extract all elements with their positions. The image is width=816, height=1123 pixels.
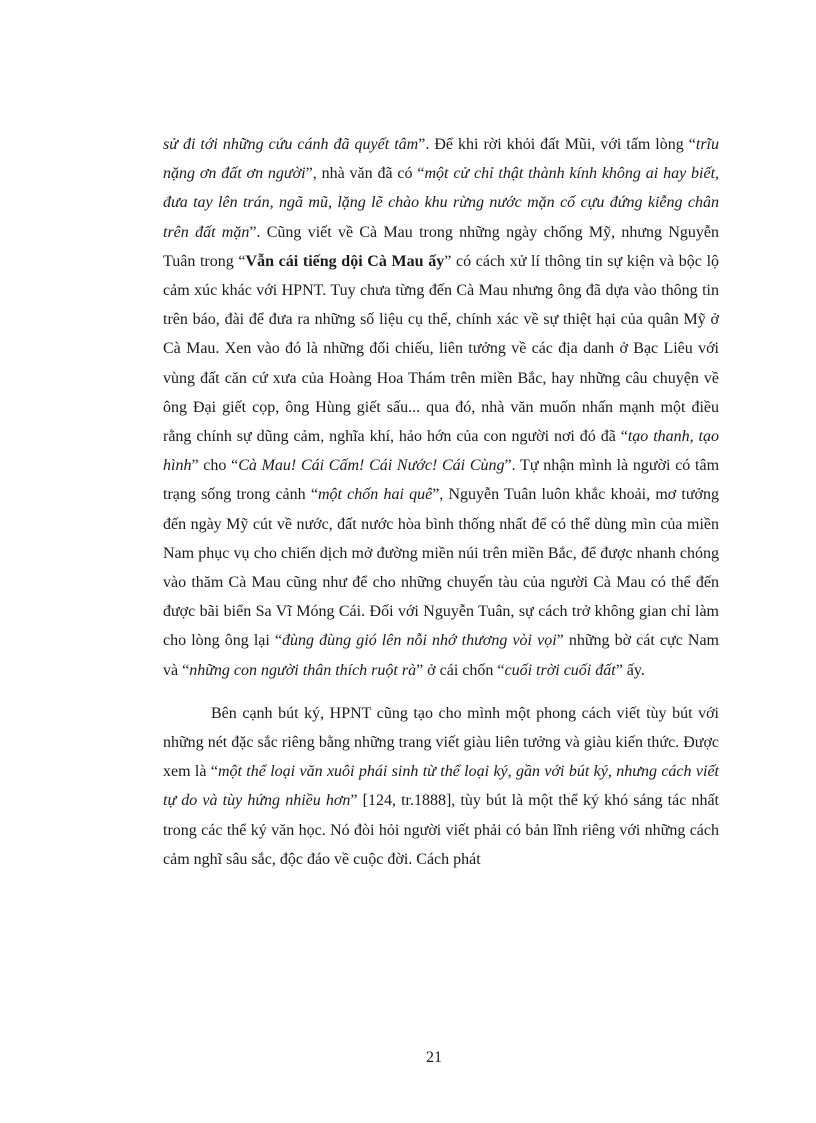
body-paragraph-2 <box>163 699 719 874</box>
quoted-text: những con người thân thích ruột rà <box>189 661 417 679</box>
document-body <box>163 130 719 874</box>
page-number: 21 <box>426 1049 442 1066</box>
body-text: ”. Để khi rời khỏi đất Mũi, với tấm lòng “ <box>418 136 696 153</box>
body-text: ” có cách xử lí thông tin sự kiện và bộc lộ cảm xúc khác với HPNT. Tuy chưa từng đến Cà Mau nhưng ông đã dựa vào thông tin trên báo, đài để đưa ra những số liệu cụ thể, chính xác về sự thiệt hại của quân Mỹ ở Cà Mau. Xen vào đó là những đối chiếu, liên tưởng về các địa danh ở Bạc Liêu với vùng đất căn cứ xưa của Hoàng Hoa Thám trên miền Bắc, hay những câu chuyện về ông Đại giết cọp, ông Hùng giết sấu... qua đó, nhà văn muốn nhấn mạnh một điều rằng chính sự dũng cảm, nghĩa khí, hảo hớn của con người nơi đó đã “ <box>163 252 720 446</box>
bold-title: Vẫn cái tiếng dội Cà Mau ấy <box>245 252 445 270</box>
body-paragraph-1 <box>163 130 719 685</box>
quoted-text: trĩu nặng ơn đất ơn người <box>163 136 719 183</box>
quoted-text: cuối trời cuối đất <box>504 661 616 679</box>
quoted-text: sử đi tới những cứu cánh đã quyết tâm <box>163 136 419 153</box>
body-text: ” ở cái chốn “ <box>416 661 505 679</box>
quoted-text: tạo thanh, tạo hình <box>163 428 719 475</box>
body-text: ”. Cũng viết về Cà Mau trong những ngày chống Mỹ, nhưng Nguyễn Tuân trong “ <box>163 223 719 270</box>
body-text: ” những bờ cát cực Nam và “ <box>163 632 720 679</box>
quoted-text: đùng đùng gió lên nỗi nhớ thương vòi vọi <box>282 632 557 650</box>
body-text: ”, Nguyễn Tuân luôn khắc khoải, mơ tưởng đến ngày Mỹ cút về nước, đất nước hòa bình thống nhất để có thể dùng mìn của miền Nam phục vụ cho chiến dịch mở đường miền núi trên miền Bắc, để được nhanh chóng vào thăm Cà Mau cũng như để cho những chuyến tàu của người Cà Mau có thể đến được bãi biển Sa Vĩ Móng Cái. Đối với Nguyễn Tuân, sự cách trở không gian chỉ làm cho lòng ông lại “ <box>163 486 719 650</box>
body-text: ”, nhà văn đã có “ <box>305 165 425 183</box>
body-text: ” ấy. <box>615 661 645 679</box>
body-text: ”. Tự nhận mình là người có tâm trạng sống trong cảnh “ <box>163 457 720 504</box>
body-text: Bên cạnh bút ký, HPNT cũng tạo cho mình một phong cách viết tùy bút với những nét đặc sắc riêng bằng những trang viết giàu liên tưởng và giàu kiến thức. Được xem là “ <box>163 704 719 781</box>
body-text: ” cho “ <box>191 457 239 475</box>
quoted-text: một cử chỉ thật thành kính không ai hay biết, đưa tay lên trán, ngã mũ, lặng lẽ chào khu rừng nước mặn cố cựu đứng kiễng chân trên đất mặn <box>163 165 720 241</box>
body-text: ” [124, tr.1888], tùy bút là một thể ký khó sáng tác nhất trong các thể ký văn học. Nó đòi hỏi người viết phải có bản lĩnh riêng với những cách cảm nghĩ sâu sắc, độc đáo về cuộc đời. Cách phát <box>163 792 719 868</box>
quoted-text: một chốn hai quê <box>317 486 433 504</box>
quoted-text: một thể loại văn xuôi phái sinh từ thể loại ký, gần với bút ký, nhưng cách viết tự do và tùy hứng nhiều hơn <box>163 763 719 810</box>
quoted-text: Cà Mau! Cái Cấm! Cái Nước! Cái Cùng <box>238 457 505 475</box>
